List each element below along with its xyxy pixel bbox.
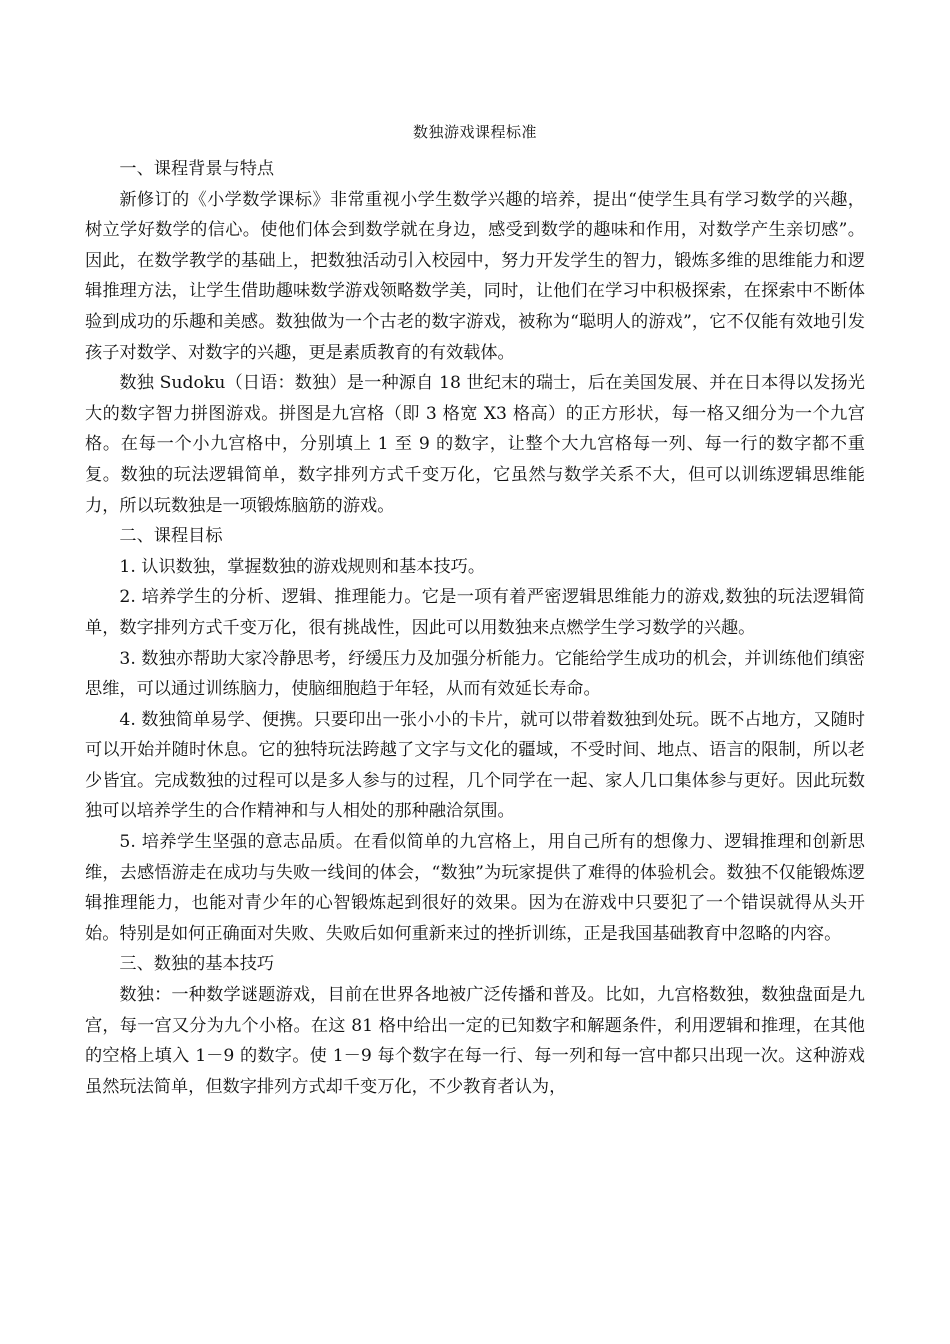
paragraph-sudoku-intro: 数独 Sudoku（日语：数独）是一种源自 18 世纪末的瑞士，后在美国发展、并在日本得以发扬光大的数字智力拼图游戏。拼图是九宫格（即 3 格宽 X3 格高）的正方形状，每一格又细分为一个九宫格。在每一个小九宫格中，分别填上 1 至 9 的数字，让整个大九宫格每一列、每一行的数字都不重复。数独的玩法逻辑简单，数字排列方式千变万化，它虽然与数学关系不大，但可以训练逻辑思维能力，所以玩数独是一项锻炼脑筋的游戏。 — [85, 373, 865, 516]
goal-item-5: 5. 培养学生坚强的意志品质。在看似简单的九宫格上，用自己所有的想像力、逻辑推理和创新思维，去感悟游走在成功与失败一线间的体会，“数独”为玩家提供了难得的体验机会。数独不仅能锻炼逻辑推理能力，也能对青少年的心智锻炼起到很好的效果。因为在游戏中只要犯了一个错误就得从头开始。特别是如何正确面对失败、失败后如何重新来过的挫折训练，正是我国基础教育中忽略的内容。 — [85, 832, 865, 944]
document-page — [85, 120, 865, 1102]
goal-item-2: 2. 培养学生的分析、逻辑、推理能力。它是一项有着严密逻辑思维能力的游戏,数独的玩法逻辑简单，数字排列方式千变万化，很有挑战性，因此可以用数独来点燃学生学习数学的兴趣。 — [85, 587, 865, 638]
section-heading-background: 一、课程背景与特点 — [119, 159, 275, 179]
goal-item-3: 3. 数独亦帮助大家冷静思考，纾缓压力及加强分析能力。它能给学生成功的机会，并训练他们缜密思维，可以通过训练脑力，使脑细胞趋于年轻，从而有效延长寿命。 — [85, 648, 865, 700]
paragraph-curriculum-standard: 新修订的《小学数学课标》非常重视小学生数学兴趣的培养，提出“使学生具有学习数学的兴趣，树立学好数学的信心。使他们体会到数学就在身边，感受到数学的趣味和作用，对数学产生亲切感”。因此，在数学教学的基础上，把数独活动引入校园中，努力开发学生的智力，锻炼多维的思维能力和逻辑推理方法，让学生借助趣味数学游戏领略数学美，同时，让他们在学习中积极探索，在探索中不断体验到成功的乐趣和美感。数独做为一个古老的数字游戏，被称为“聪明人的游戏”，它不仅能有效地引发孩子对数学、对数字的兴趣，更是素质教育的有效载体。 — [85, 189, 865, 363]
goal-item-1: 1. 认识数独，掌握数独的游戏规则和基本技巧。 — [119, 556, 486, 577]
paragraph-sudoku-definition: 数独：一种数学谜题游戏，目前在世界各地被广泛传播和普及。比如，九宫格数独，数独盘面是九宫，每一宫又分为九个小格。在这 81 格中给出一定的已知数字和解题条件，利用逻辑和推理，在其他的空格上填入 1－9 的数字。使 1－9 每个数字在每一行、每一列和每一宫中都只出现一次。这种游戏虽然玩法简单，但数字排列方式却千变万化，不少教育者认为， — [85, 985, 865, 1097]
section-heading-techniques: 三、数独的基本技巧 — [119, 954, 275, 975]
section-heading-goals: 二、课程目标 — [119, 526, 223, 547]
goal-item-4: 4. 数独简单易学、便携。只要印出一张小小的卡片，就可以带着数独到处玩。既不占地方，又随时可以开始并随时休息。它的独特玩法跨越了文字与文化的疆域，不受时间、地点、语言的限制，所以老少皆宜。完成数独的过程可以是多人参与的过程，几个同学在一起、家人几口集体参与更好。因此玩数独可以培养学生的合作精神和与人相处的那种融洽氛围。 — [85, 709, 865, 822]
document-title: 数独游戏课程标准 — [412, 123, 537, 141]
